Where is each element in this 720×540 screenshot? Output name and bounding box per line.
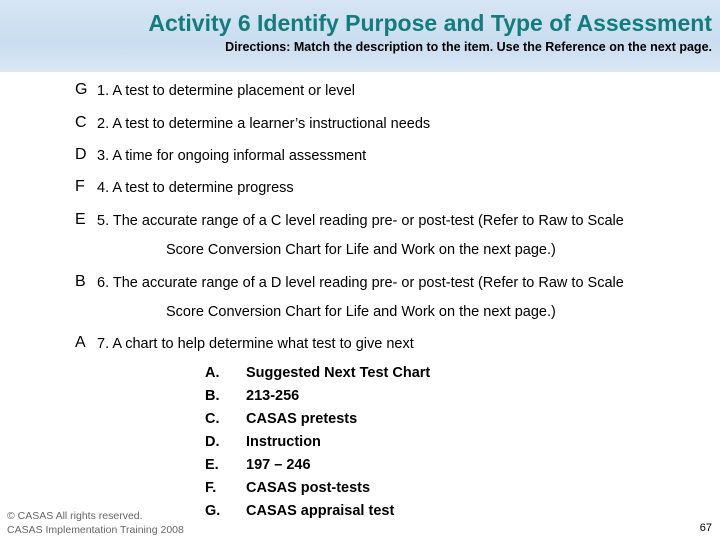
training-label: CASAS Implementation Training 2008 bbox=[7, 524, 184, 536]
answer-letter: A bbox=[75, 334, 86, 351]
question-text: 1. A test to determine placement or level bbox=[97, 83, 355, 99]
reference-text: CASAS pretests bbox=[246, 411, 358, 427]
answer-letter: B bbox=[75, 273, 86, 290]
reference-letter: C. bbox=[205, 411, 220, 427]
question-text: 6. The accurate range of a D level reading pre- or post-test (Refer to Raw to Scale bbox=[97, 275, 624, 291]
reference-text: 197 – 246 bbox=[246, 457, 311, 473]
reference-text: Suggested Next Test Chart bbox=[246, 365, 431, 381]
question-text-continued: Score Conversion Chart for Life and Work on the next page.) bbox=[166, 304, 556, 320]
answer-letter: C bbox=[75, 114, 87, 131]
reference-text: CASAS appraisal test bbox=[246, 503, 395, 519]
question-text: 4. A test to determine progress bbox=[97, 180, 294, 196]
question-text: 5. The accurate range of a C level reading pre- or post-test (Refer to Raw to Scale bbox=[97, 213, 624, 229]
header-banner bbox=[0, 0, 720, 72]
page-title: Activity 6 Identify Purpose and Type of Assessment bbox=[148, 10, 712, 36]
question-text-continued: Score Conversion Chart for Life and Work on the next page.) bbox=[166, 242, 556, 258]
answer-letter: E bbox=[75, 211, 86, 228]
reference-letter: A. bbox=[205, 365, 220, 381]
reference-letter: F. bbox=[205, 480, 217, 496]
answer-letter: D bbox=[75, 146, 87, 163]
directions: Directions: Match the description to the item. Use the Reference on the next page. bbox=[225, 40, 712, 54]
question-text: 2. A test to determine a learner’s instructional needs bbox=[97, 116, 431, 132]
reference-letter: D. bbox=[205, 434, 220, 450]
reference-text: Instruction bbox=[246, 434, 321, 450]
reference-letter: E. bbox=[205, 457, 219, 473]
question-text: 7. A chart to help determine what test to give next bbox=[97, 336, 414, 352]
answer-letter: F bbox=[75, 178, 85, 195]
copyright: © CASAS All rights reserved. bbox=[7, 510, 143, 522]
reference-text: CASAS post-tests bbox=[246, 480, 371, 496]
page-number: 67 bbox=[699, 522, 712, 534]
reference-text: 213-256 bbox=[246, 388, 300, 404]
reference-letter: B. bbox=[205, 388, 220, 404]
question-text: 3. A time for ongoing informal assessment bbox=[97, 148, 367, 164]
answer-letter: G bbox=[75, 81, 88, 98]
reference-letter: G. bbox=[205, 503, 221, 519]
